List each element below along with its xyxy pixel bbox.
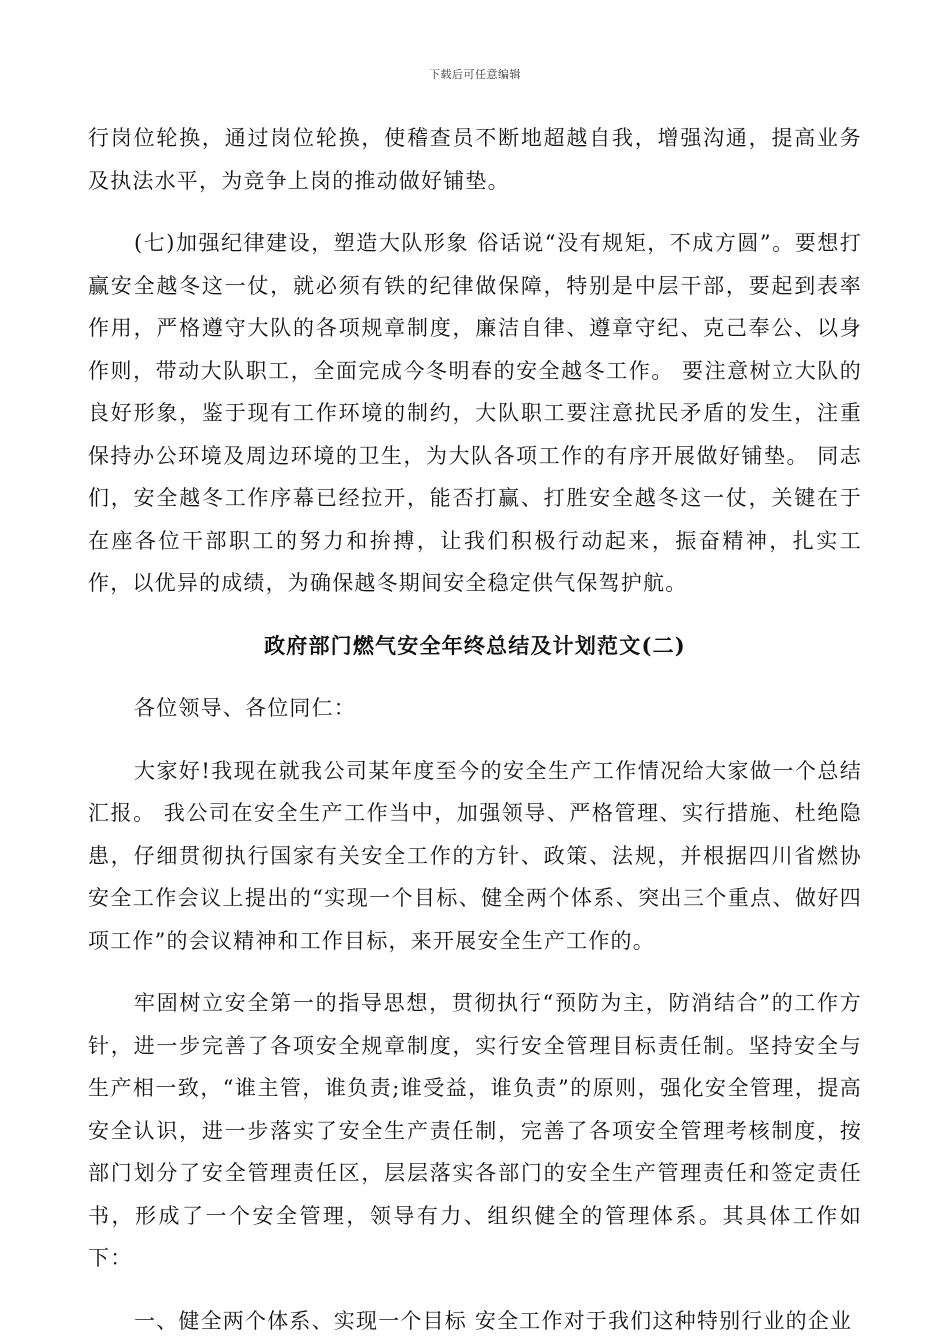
paragraph-intro: 大家好!我现在就我公司某年度至今的安全生产工作情况给大家做一个总结汇报。 我公司在安全生产工作当中，加强领导、严格管理、实行措施、杜绝隐患，仔细贯彻执行国家有关安全工作的方针、政策、法规，并根据四川省燃协安全工作会议上提出的“实现一个目标、健全两个体系、突出三个重点、做好四项工作”的会议精神和工作目标，来开展安全生产工作的。 bbox=[88, 758, 862, 953]
paragraph-section-one: 一、健全两个体系、实现一个目标 安全工作对于我们这种特别行业的企业 bbox=[134, 1308, 853, 1333]
document-body bbox=[88, 117, 862, 1342]
paragraph-discipline: (七)加强纪律建设，塑造大队形象 俗话说“没有规矩，不成方圆”。要想打赢安全越冬这一仗，就必须有铁的纪律做保障，特别是中层干部，要起到表率作用，严格遵守大队的各项规章制度，廉洁自律、遵章守纪、克己奉公、以身作则，带动大队职工，全面完成今冬明春的安全越冬工作。 要注意树立大队的良好形象，鉴于现有工作环境的制约，大队职工要注意扰民矛盾的发生，注重保持办公环境及周边环境的卫生，为大队各项工作的有序开展做好铺垫。 同志们，安全越冬工作序幕已经拉开，能否打赢、打胜安全越冬这一仗，关键在于在座各位干部职工的努力和拚搏，让我们积极行动起来，振奋精神，扎实工作，以优异的成绩，为确保越冬期间安全稳定供气保驾护航。 bbox=[88, 231, 862, 595]
header-note: 下载后可任意编辑 bbox=[429, 68, 521, 81]
paragraph-guiding-thought: 牢固树立安全第一的指导思想，贯彻执行“预防为主，防消结合”的工作方针，进一步完善了各项安全规章制度，实行安全管理目标责任制。坚持安全与生产相一致，“谁主管，谁负责;谁受益，谁负责”的原则，强化安全管理，提高安全认识，进一步落实了安全生产责任制，完善了各项安全管理考核制度，按部门划分了安全管理责任区，层层落实各部门的安全生产管理责任和签定责任书，形成了一个安全管理，领导有力、组织健全的管理体系。其具体工作如下： bbox=[88, 991, 862, 1270]
section-title: 政府部门燃气安全年终总结及计划范文(二) bbox=[264, 632, 686, 658]
paragraph-continuation: 行岗位轮换，通过岗位轮换，使稽查员不断地超越自我，增强沟通，提高业务及执法水平，为竞争上岗的推动做好铺垫。 bbox=[88, 126, 862, 193]
paragraph-greeting: 各位领导、各位同仁： bbox=[134, 696, 356, 720]
